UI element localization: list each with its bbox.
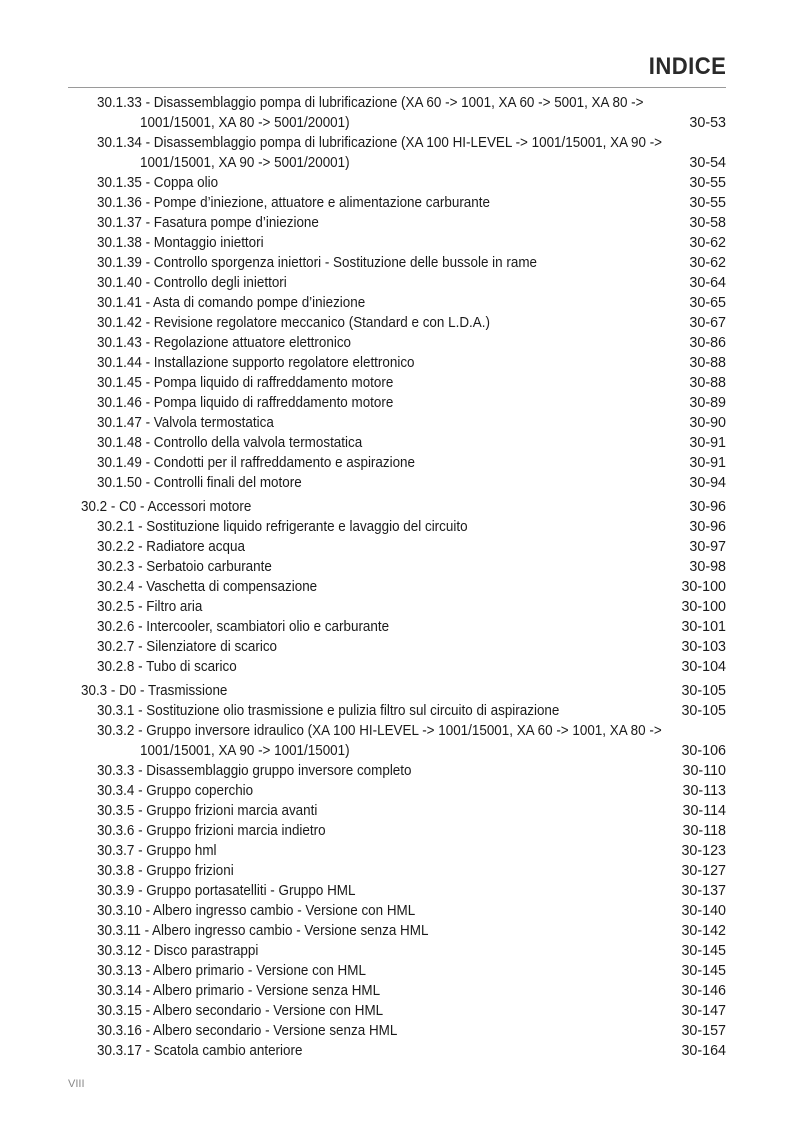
toc-section-entry[interactable] [0, 497, 794, 517]
table-of-contents [0, 93, 794, 1061]
toc-entry-title: 30.3.14 - Albero primario - Versione senza HML [97, 983, 381, 999]
toc-entry[interactable] [0, 517, 794, 537]
toc-entry-page: 30-55 [689, 195, 726, 211]
toc-entry-page: 30-145 [681, 963, 726, 979]
toc-entry[interactable] [0, 597, 794, 617]
toc-entry-page: 30-123 [681, 843, 726, 859]
toc-entry-title: 1001/15001, XA 80 -> 5001/20001) [140, 115, 350, 131]
toc-entry-title: 30.1.37 - Fasatura pompe d’iniezione [97, 215, 319, 231]
toc-entry[interactable] [0, 393, 794, 413]
toc-entry-page: 30-157 [681, 1023, 726, 1039]
toc-entry[interactable] [0, 801, 794, 821]
toc-entry-title: 30.3.16 - Albero secondario - Versione senza HML [97, 1023, 398, 1039]
toc-entry-page: 30-58 [689, 215, 726, 231]
toc-entry[interactable] [0, 941, 794, 961]
toc-entry[interactable] [0, 473, 794, 493]
toc-entry-page: 30-67 [689, 315, 726, 331]
toc-entry-title: 30.3.10 - Albero ingresso cambio - Versione con HML [97, 903, 416, 919]
toc-entry[interactable] [0, 413, 794, 433]
toc-entry[interactable] [0, 93, 794, 113]
toc-entry-page: 30-62 [689, 255, 726, 271]
toc-entry-page: 30-127 [681, 863, 726, 879]
toc-entry[interactable] [0, 373, 794, 393]
toc-entry-title: 30.3.17 - Scatola cambio anteriore [97, 1043, 303, 1059]
toc-entry-title: 30.2.7 - Silenziatore di scarico [97, 639, 278, 655]
toc-entry-page: 30-164 [681, 1043, 726, 1059]
toc-entry-page: 30-88 [689, 375, 726, 391]
toc-entry-title: 30.1.36 - Pompe d’iniezione, attuatore e alimentazione carburante [97, 195, 490, 211]
toc-entry-page: 30-97 [689, 539, 726, 555]
toc-entry-page: 30-86 [689, 335, 726, 351]
toc-entry-page: 30-91 [689, 455, 726, 471]
toc-entry[interactable] [0, 537, 794, 557]
toc-entry-title: 30.2.8 - Tubo di scarico [97, 659, 237, 675]
toc-entry-title: 30.1.49 - Condotti per il raffreddamento e aspirazione [97, 455, 416, 471]
toc-entry-title: 30.1.34 - Disassemblaggio pompa di lubrificazione (XA 100 HI-LEVEL -> 1001/15001, XA 90 -> [97, 135, 663, 151]
toc-entry-page: 30-100 [681, 579, 726, 595]
toc-entry-page: 30-53 [689, 115, 726, 131]
toc-entry-page: 30-113 [682, 783, 726, 799]
toc-entry[interactable] [0, 233, 794, 253]
toc-entry[interactable] [0, 961, 794, 981]
toc-entry[interactable] [0, 701, 794, 721]
toc-entry-page: 30-96 [689, 519, 726, 535]
toc-entry[interactable] [0, 637, 794, 657]
toc-entry-title: 30.3.12 - Disco parastrappi [97, 943, 259, 959]
toc-entry[interactable] [0, 173, 794, 193]
toc-entry[interactable] [0, 861, 794, 881]
toc-entry-page: 30-118 [682, 823, 726, 839]
toc-entry-title: 30.2 - C0 - Accessori motore [81, 499, 252, 515]
toc-entry-title: 30.3.5 - Gruppo frizioni marcia avanti [97, 803, 318, 819]
toc-entry-page: 30-104 [681, 659, 726, 675]
toc-entry-page: 30-137 [681, 883, 726, 899]
toc-entry-page: 30-101 [681, 619, 726, 635]
toc-entry[interactable] [0, 313, 794, 333]
toc-entry[interactable] [0, 1001, 794, 1021]
toc-entry[interactable] [0, 293, 794, 313]
toc-entry-page: 30-89 [689, 395, 726, 411]
toc-entry-title: 30.3.8 - Gruppo frizioni [97, 863, 234, 879]
toc-entry[interactable] [0, 1021, 794, 1041]
toc-entry-title: 30.3.15 - Albero secondario - Versione con HML [97, 1003, 384, 1019]
toc-entry-title: 30.1.35 - Coppa olio [97, 175, 219, 191]
page-number: VIII [68, 1078, 85, 1090]
toc-entry[interactable] [0, 153, 794, 173]
toc-entry-title: 30.3.13 - Albero primario - Versione con HML [97, 963, 366, 979]
toc-entry-title: 30.1.42 - Revisione regolatore meccanico (Standard e con L.D.A.) [97, 315, 490, 331]
toc-entry[interactable] [0, 333, 794, 353]
toc-entry-title: 30.3.6 - Gruppo frizioni marcia indietro [97, 823, 326, 839]
header-divider [68, 87, 726, 88]
toc-entry-title: 30.1.39 - Controllo sporgenza iniettori - Sostituzione delle bussole in rame [97, 255, 538, 271]
toc-entry[interactable] [0, 133, 794, 153]
toc-entry[interactable] [0, 761, 794, 781]
toc-entry-page: 30-98 [689, 559, 726, 575]
toc-entry-title: 30.3.7 - Gruppo hml [97, 843, 217, 859]
toc-entry-title: 30.3.9 - Gruppo portasatelliti - Gruppo HML [97, 883, 356, 899]
toc-entry[interactable] [0, 557, 794, 577]
toc-entry-page: 30-64 [689, 275, 726, 291]
toc-entry[interactable] [0, 353, 794, 373]
toc-entry-title: 30.1.47 - Valvola termostatica [97, 415, 274, 431]
toc-entry-page: 30-105 [681, 703, 726, 719]
toc-entry-page: 30-100 [681, 599, 726, 615]
toc-entry-page: 30-62 [689, 235, 726, 251]
toc-entry[interactable] [0, 881, 794, 901]
toc-entry[interactable] [0, 921, 794, 941]
toc-entry-title: 30.1.46 - Pompa liquido di raffreddamento motore [97, 395, 394, 411]
toc-entry-title: 1001/15001, XA 90 -> 1001/15001) [140, 743, 350, 759]
toc-entry[interactable] [0, 193, 794, 213]
toc-entry-title: 30.2.4 - Vaschetta di compensazione [97, 579, 318, 595]
toc-entry-title: 30.1.33 - Disassemblaggio pompa di lubrificazione (XA 60 -> 1001, XA 60 -> 5001, XA 80 -> [97, 95, 644, 111]
toc-entry-page: 30-145 [681, 943, 726, 959]
toc-entry[interactable] [0, 721, 794, 741]
toc-entry-title: 30.1.38 - Montaggio iniettori [97, 235, 264, 251]
toc-entry[interactable] [0, 253, 794, 273]
toc-entry[interactable] [0, 841, 794, 861]
toc-entry[interactable] [0, 213, 794, 233]
toc-entry-page: 30-90 [689, 415, 726, 431]
toc-entry-page: 30-142 [681, 923, 726, 939]
toc-entry-title: 30.2.2 - Radiatore acqua [97, 539, 245, 555]
toc-entry-title: 1001/15001, XA 90 -> 5001/20001) [140, 155, 350, 171]
toc-entry-page: 30-55 [689, 175, 726, 191]
toc-entry-page: 30-140 [681, 903, 726, 919]
toc-entry[interactable] [0, 273, 794, 293]
toc-entry-page: 30-54 [689, 155, 726, 171]
toc-entry-title: 30.3.4 - Gruppo coperchio [97, 783, 254, 799]
toc-entry-title: 30.1.50 - Controlli finali del motore [97, 475, 302, 491]
toc-section-entry[interactable] [0, 681, 794, 701]
toc-entry[interactable] [0, 453, 794, 473]
toc-entry-page: 30-147 [681, 1003, 726, 1019]
toc-entry-page: 30-110 [682, 763, 726, 779]
toc-entry-page: 30-65 [689, 295, 726, 311]
toc-entry-page: 30-91 [689, 435, 726, 451]
toc-entry-title: 30.3.2 - Gruppo inversore idraulico (XA 100 HI-LEVEL -> 1001/15001, XA 60 -> 1001, XA 80 -> [97, 723, 662, 739]
page-title: INDICE [648, 53, 726, 80]
toc-entry-page: 30-94 [689, 475, 726, 491]
toc-entry-title: 30.1.43 - Regolazione attuatore elettronico [97, 335, 352, 351]
toc-entry[interactable] [0, 577, 794, 597]
toc-entry-title: 30.1.48 - Controllo della valvola termostatica [97, 435, 363, 451]
toc-entry-page: 30-105 [681, 683, 726, 699]
toc-entry-page: 30-103 [681, 639, 726, 655]
toc-entry-title: 30.1.40 - Controllo degli iniettori [97, 275, 287, 291]
toc-entry-title: 30.2.6 - Intercooler, scambiatori olio e carburante [97, 619, 390, 635]
toc-entry-title: 30.2.5 - Filtro aria [97, 599, 203, 615]
toc-entry[interactable] [0, 657, 794, 677]
toc-entry-title: 30.3 - D0 - Trasmissione [81, 683, 228, 699]
toc-entry-title: 30.1.41 - Asta di comando pompe d’iniezione [97, 295, 366, 311]
toc-entry[interactable] [0, 113, 794, 133]
toc-entry-page: 30-96 [689, 499, 726, 515]
toc-entry[interactable] [0, 781, 794, 801]
toc-entry-page: 30-106 [681, 743, 726, 759]
toc-entry-title: 30.1.45 - Pompa liquido di raffreddamento motore [97, 375, 394, 391]
toc-entry-title: 30.2.1 - Sostituzione liquido refrigerante e lavaggio del circuito [97, 519, 468, 535]
toc-entry[interactable] [0, 901, 794, 921]
toc-entry-title: 30.3.11 - Albero ingresso cambio - Versione senza HML [97, 923, 429, 939]
toc-entry[interactable] [0, 617, 794, 637]
toc-entry[interactable] [0, 433, 794, 453]
toc-entry-title: 30.1.44 - Installazione supporto regolatore elettronico [97, 355, 415, 371]
toc-entry-title: 30.2.3 - Serbatoio carburante [97, 559, 272, 575]
toc-entry[interactable] [0, 981, 794, 1001]
toc-entry[interactable] [0, 821, 794, 841]
toc-entry-page: 30-146 [681, 983, 726, 999]
toc-entry-title: 30.3.1 - Sostituzione olio trasmissione e pulizia filtro sul circuito di aspirazione [97, 703, 560, 719]
toc-entry-page: 30-114 [682, 803, 726, 819]
toc-entry[interactable] [0, 741, 794, 761]
toc-entry-title: 30.3.3 - Disassemblaggio gruppo inversore completo [97, 763, 412, 779]
toc-entry[interactable] [0, 1041, 794, 1061]
toc-entry-page: 30-88 [689, 355, 726, 371]
